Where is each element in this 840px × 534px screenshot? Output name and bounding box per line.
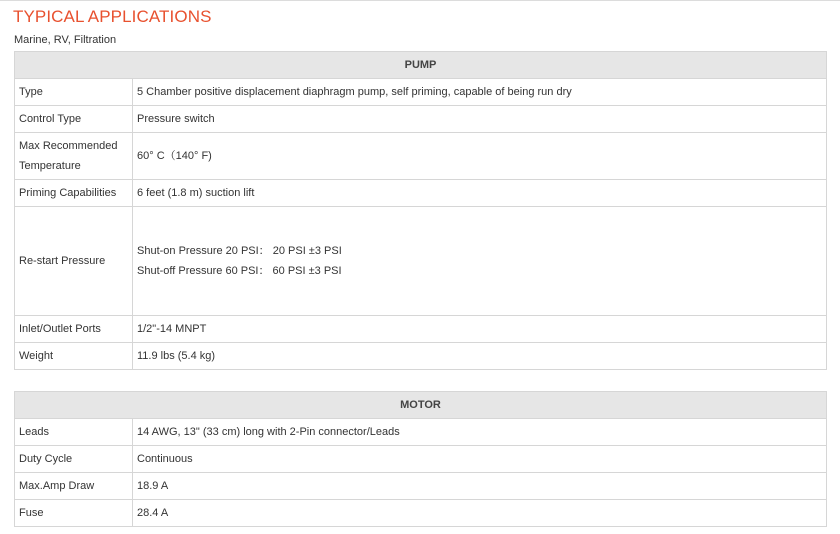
table-row	[15, 79, 827, 106]
table-row	[15, 207, 827, 316]
row-label: Control Type	[15, 106, 133, 133]
row-label: Priming Capabilities	[15, 180, 133, 207]
top-divider	[0, 0, 840, 1]
table-row	[15, 316, 827, 343]
row-label: Fuse	[15, 500, 133, 527]
applications-text: Marine, RV, Filtration	[14, 34, 117, 46]
row-value: 14 AWG, 13" (33 cm) long with 2-Pin connector/Leads	[133, 419, 827, 446]
row-label: Max Recommended Temperature	[15, 133, 133, 180]
pump-header: PUMP	[15, 52, 827, 79]
row-value: 28.4 A	[133, 500, 827, 527]
motor-header-row	[15, 392, 827, 419]
row-label: Leads	[15, 419, 133, 446]
pump-header-row	[15, 52, 827, 79]
motor-spec-table	[14, 391, 827, 527]
row-value: Continuous	[133, 446, 827, 473]
table-row	[15, 446, 827, 473]
motor-header: MOTOR	[15, 392, 827, 419]
row-value: 18.9 A	[133, 473, 827, 500]
row-label: Weight	[15, 343, 133, 370]
table-row	[15, 133, 827, 180]
section-title: TYPICAL APPLICATIONS	[13, 7, 212, 26]
table-row	[15, 473, 827, 500]
table-row	[15, 180, 827, 207]
row-value	[133, 207, 827, 316]
row-label: Re-start Pressure	[15, 207, 133, 316]
table-row	[15, 343, 827, 370]
table-row	[15, 419, 827, 446]
row-label: Duty Cycle	[15, 446, 133, 473]
row-value: 11.9 lbs (5.4 kg)	[133, 343, 827, 370]
row-value: 6 feet (1.8 m) suction lift	[133, 180, 827, 207]
row-value: 60° C（140° F)	[133, 133, 827, 180]
restart-shut-off: Shut-off Pressure 60 PSI： 60 PSI ±3 PSI	[137, 265, 342, 277]
restart-shut-on: Shut-on Pressure 20 PSI： 20 PSI ±3 PSI	[137, 245, 342, 257]
pump-spec-table	[14, 51, 827, 370]
row-value: 5 Chamber positive displacement diaphragm pump, self priming, capable of being run dry	[133, 79, 827, 106]
table-row	[15, 500, 827, 527]
row-label: Inlet/Outlet Ports	[15, 316, 133, 343]
table-row	[15, 106, 827, 133]
row-label: Type	[15, 79, 133, 106]
row-value: Pressure switch	[133, 106, 827, 133]
row-value: 1/2"-14 MNPT	[133, 316, 827, 343]
row-label: Max.Amp Draw	[15, 473, 133, 500]
